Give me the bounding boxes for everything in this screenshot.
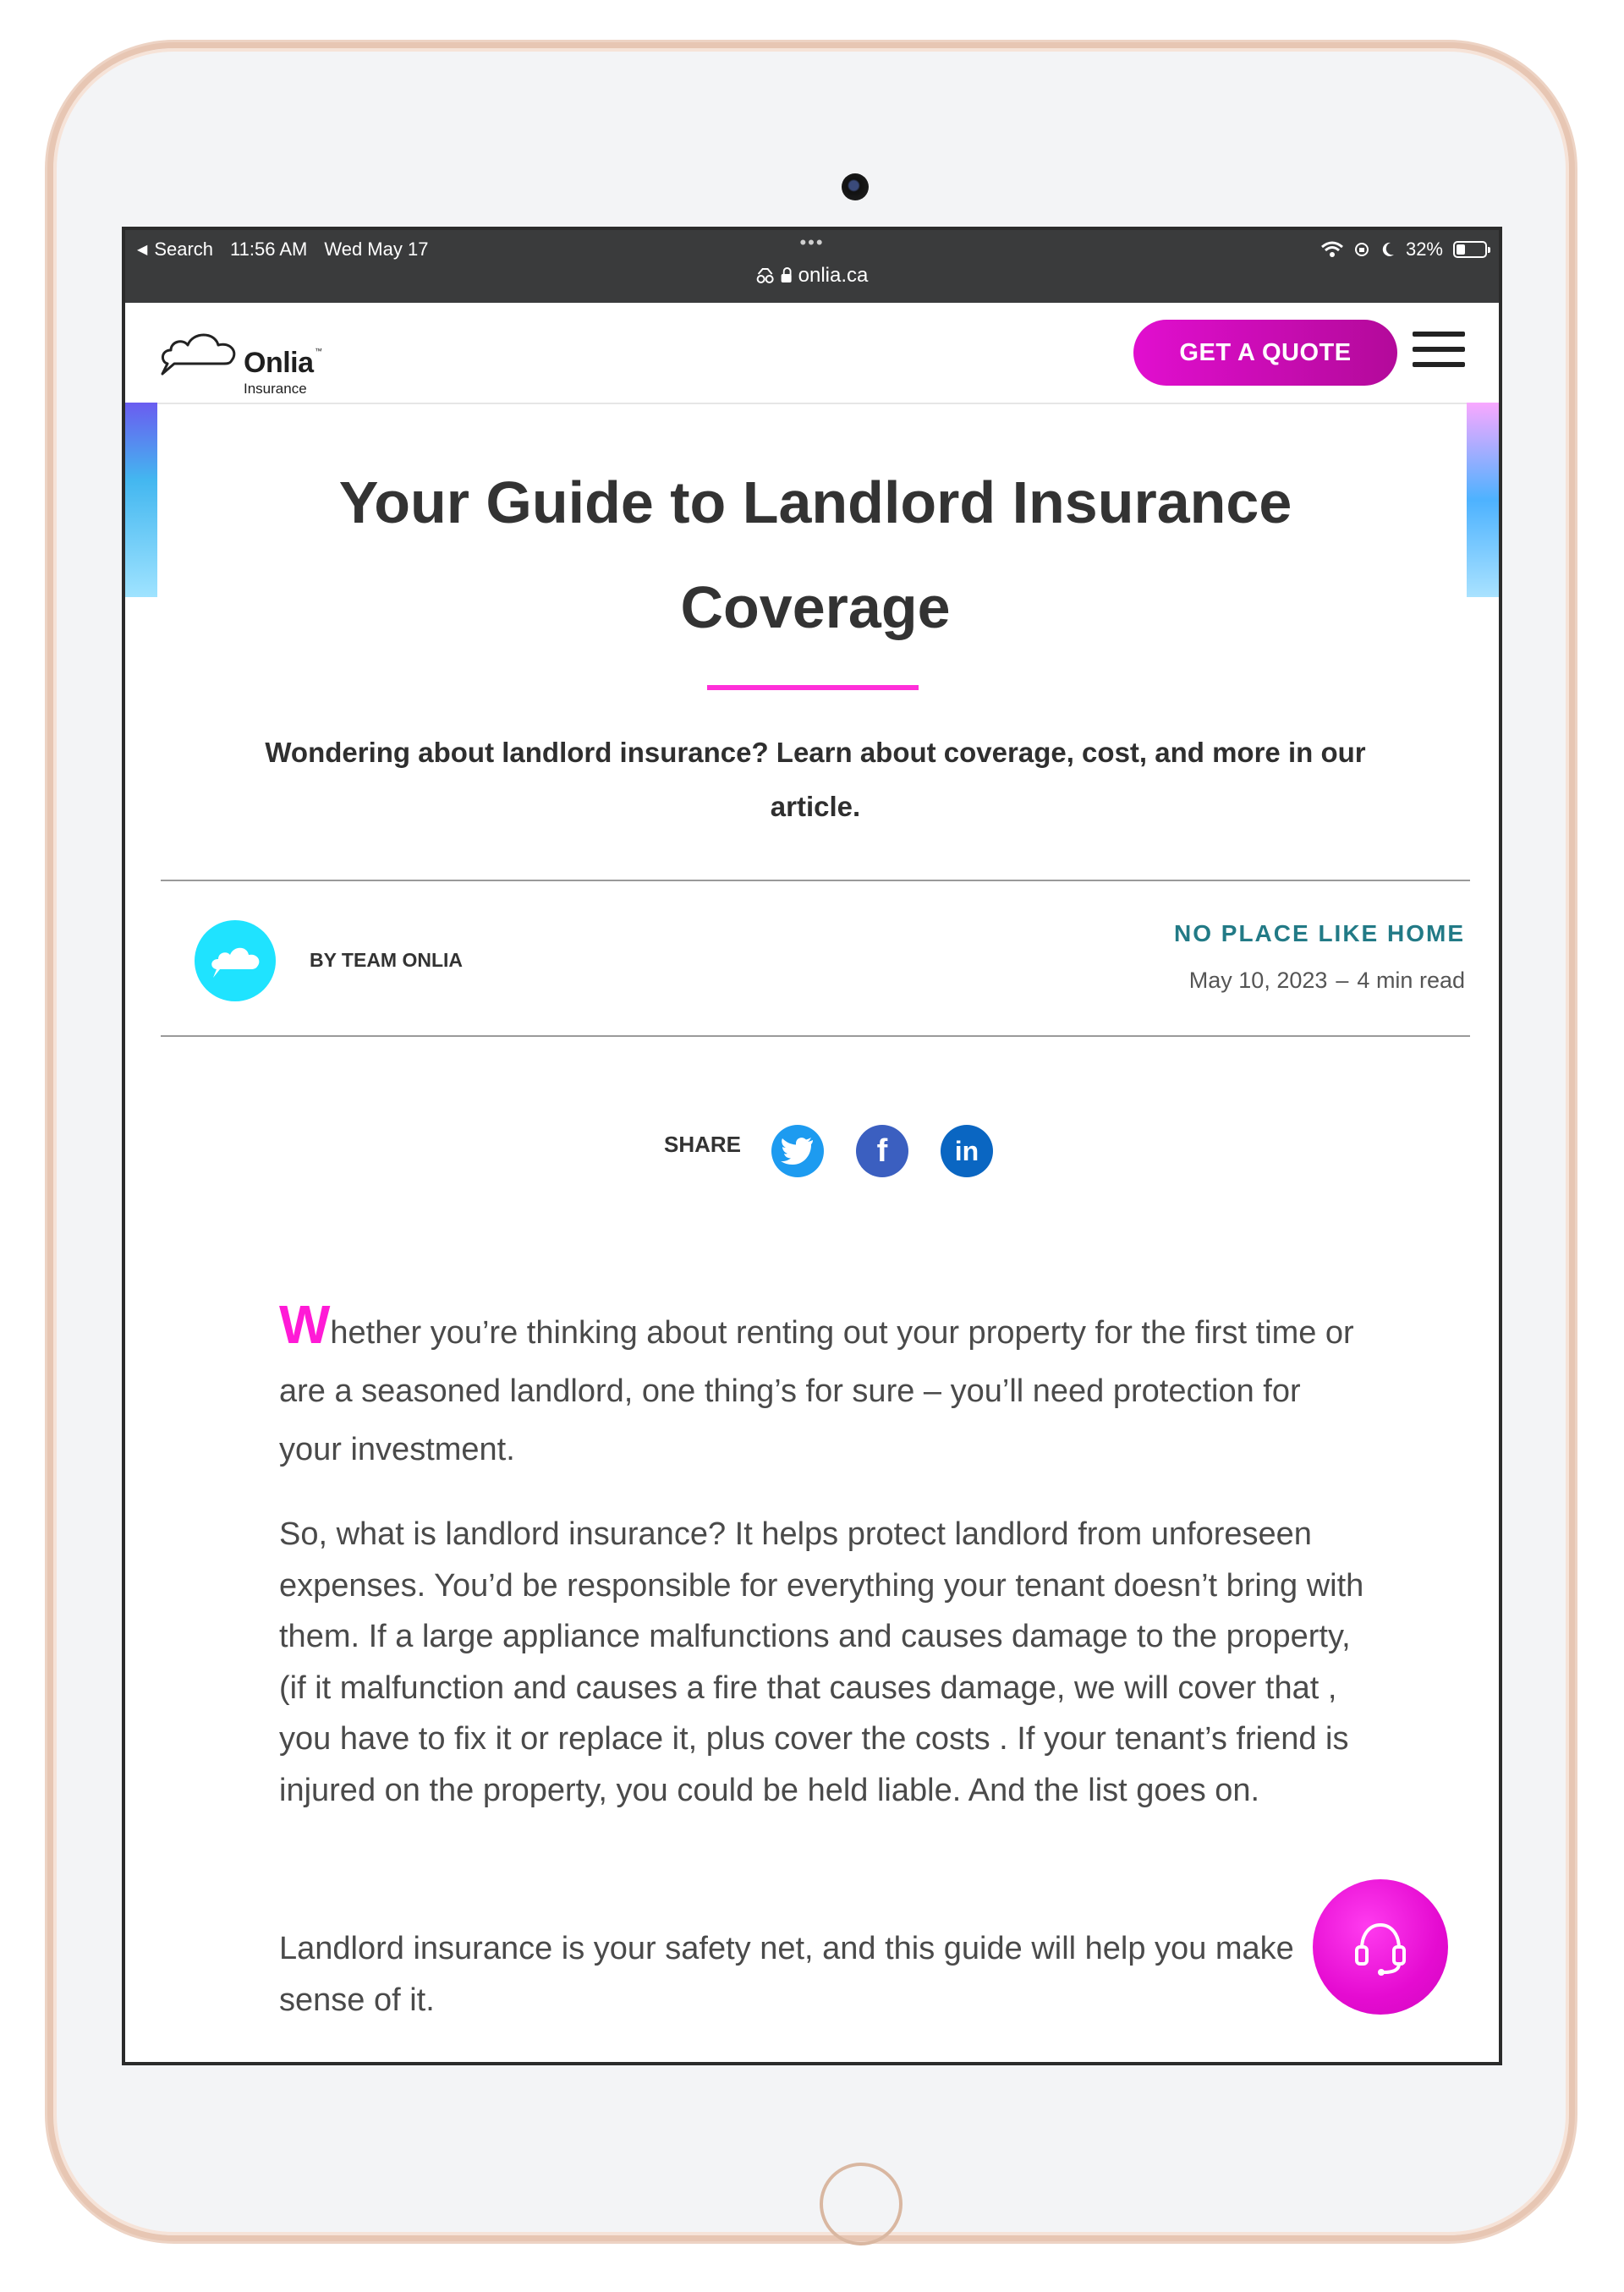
support-chat-button[interactable] xyxy=(1313,1879,1448,2015)
battery-percent: 32% xyxy=(1405,239,1443,260)
battery-icon xyxy=(1453,241,1487,258)
twitter-bird-glyph xyxy=(781,1137,815,1165)
divider-top xyxy=(161,880,1470,881)
twitter-icon[interactable] xyxy=(771,1125,824,1177)
moon-icon xyxy=(1380,241,1396,258)
decorative-gradient-left xyxy=(125,403,157,597)
share-label: SHARE xyxy=(664,1132,742,1157)
facebook-icon[interactable] xyxy=(856,1125,908,1177)
title-underline xyxy=(707,685,919,690)
meta-separator: – xyxy=(1336,968,1349,993)
privacy-icon xyxy=(756,267,775,284)
article-subtitle xyxy=(210,726,1421,834)
get-a-quote-button[interactable]: GET A QUOTE xyxy=(1133,320,1397,386)
status-date: Wed May 17 xyxy=(324,239,429,260)
category-link[interactable]: NO PLACE LIKE HOME xyxy=(1173,920,1465,946)
article-paragraph: Landlord insurance is your safety net, and this guide will help you make sense of it. xyxy=(279,1931,1294,2018)
paragraph-text: hether you’re thinking about renting out your property for the first time or are a seasoned landlord, one thing’s for sure – you’ll need protection for your investment. xyxy=(279,1315,1354,1467)
home-button[interactable] xyxy=(820,2163,903,2245)
decorative-gradient-right xyxy=(1467,403,1499,597)
menu-bar xyxy=(1413,347,1465,352)
browser-screen xyxy=(122,227,1502,2065)
back-arrow-icon[interactable]: ◀ xyxy=(137,243,148,257)
article-paragraph xyxy=(279,1294,1370,1479)
drop-cap: W xyxy=(279,1294,331,1355)
avatar xyxy=(195,920,276,1001)
logo-subtitle: Insurance xyxy=(244,381,307,397)
subtitle-line: Wondering about landlord insurance? Learn about coverage, cost, and more in our xyxy=(265,737,1366,768)
publish-date: May 10, 2023 xyxy=(1188,968,1328,993)
menu-icon[interactable] xyxy=(1413,332,1465,374)
battery-fill xyxy=(1457,244,1465,255)
cloud-logo-icon xyxy=(159,325,244,379)
author-byline[interactable]: BY TEAM ONLIA xyxy=(310,949,464,971)
linkedin-glyph: in xyxy=(954,1135,979,1166)
article-paragraph: So, what is landlord insurance? It helps protect landlord from unforeseen expenses. You’d be responsible for everything your tenant doesn’t bring with them. If a large appliance malfunctions and causes damage to the property, (if it malfunction and causes a fire that causes damage, we will cover that , you have to fix it or replace it, plus cover the costs . If your tenant’s friend is injured on the property, you could be held liable. And the list goes on. xyxy=(279,1516,1364,1808)
page-title xyxy=(210,450,1421,660)
url-text: onlia.ca xyxy=(798,264,869,287)
headset-icon xyxy=(1348,1915,1413,1979)
facebook-glyph: f xyxy=(876,1132,888,1169)
orientation-lock-icon xyxy=(1353,241,1370,258)
title-line: Your Guide to Landlord Insurance xyxy=(338,469,1292,535)
front-camera xyxy=(842,173,869,200)
status-right xyxy=(1321,239,1487,260)
menu-bar xyxy=(1413,362,1465,367)
onlia-logo[interactable] xyxy=(159,321,337,397)
divider-bottom xyxy=(161,1035,1470,1037)
status-bar xyxy=(125,230,1499,303)
multitasking-dots[interactable]: ••• xyxy=(799,232,825,253)
status-time: 11:56 AM xyxy=(230,239,308,260)
cloud-avatar-icon xyxy=(195,920,276,1001)
article-meta xyxy=(1189,968,1465,994)
logo-trademark: ™ xyxy=(315,347,322,355)
site-header xyxy=(125,303,1499,404)
wifi-icon xyxy=(1321,241,1343,258)
logo-wordmark: Onlia xyxy=(244,347,314,379)
address-bar[interactable] xyxy=(756,264,869,288)
title-line: Coverage xyxy=(680,574,951,640)
lock-icon xyxy=(782,274,792,282)
subtitle-line: article. xyxy=(770,791,861,822)
menu-bar xyxy=(1413,332,1465,337)
status-left xyxy=(137,239,428,260)
linkedin-icon[interactable] xyxy=(941,1125,993,1177)
read-time: 4 min read xyxy=(1357,968,1465,993)
back-to-search[interactable]: Search xyxy=(154,239,214,260)
